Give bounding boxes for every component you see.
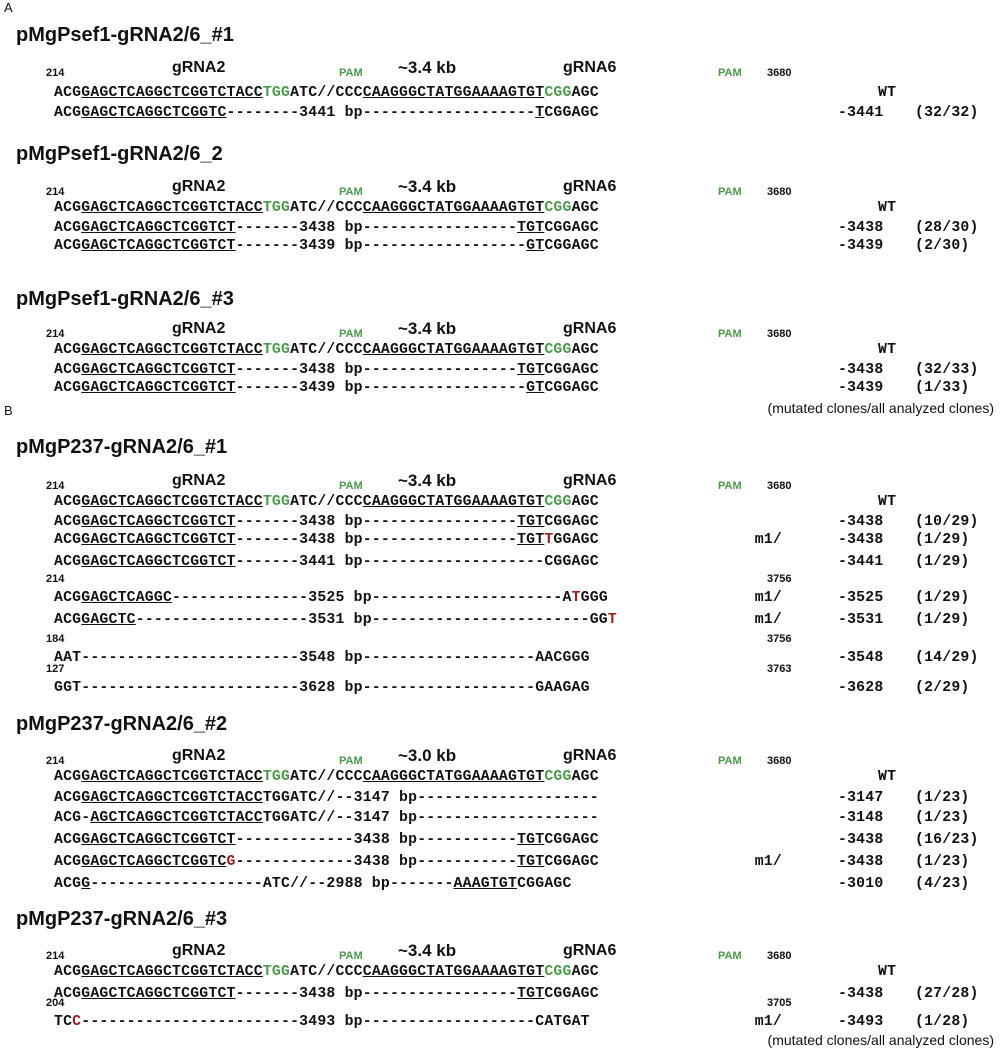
sequence-segment: CGGAGC <box>544 220 599 236</box>
clone-ratio: (1/23) <box>915 854 970 870</box>
sequence-segment: ACG <box>54 554 82 570</box>
coord-right: 3756 <box>767 633 792 645</box>
mutated-base: T <box>544 532 554 548</box>
block-title: pMgPsef1-gRNA2/6_#3 <box>16 288 234 310</box>
mutated-base: T <box>607 612 617 628</box>
clone-ratio: (1/23) <box>915 810 970 826</box>
sequence-segment: AAT------------------------3548 bp-------------------AACGGG <box>54 650 590 666</box>
target-sequence: GAGCTCAGGCTCGGTCT <box>81 380 236 396</box>
coord-left: 214 <box>46 186 65 198</box>
sequence-segment: ATC//CCC <box>290 964 363 980</box>
pam-label: PAM <box>339 755 363 767</box>
pam-sequence: TGG <box>262 964 291 980</box>
wt-sequence <box>54 963 599 981</box>
deletion-size: WT <box>878 342 897 358</box>
coord-left: 214 <box>46 328 65 340</box>
mutant-sequence <box>54 875 572 893</box>
pam-label: PAM <box>339 186 363 198</box>
target-sequence: GAGCTC <box>81 612 136 628</box>
coord-left: 127 <box>46 663 65 675</box>
target-sequence: G <box>81 876 91 892</box>
coord-left: 214 <box>46 480 65 492</box>
sequence-segment: CGGAGC <box>544 514 599 530</box>
clone-ratio: (1/29) <box>915 532 970 548</box>
deletion-size: -3438 <box>838 362 884 378</box>
pam-label: PAM <box>339 67 363 79</box>
block-title: pMgPsef1-gRNA2/6_#1 <box>16 24 234 46</box>
pam-label: PAM <box>718 186 742 198</box>
target-sequence: GAGCTCAGGCTCGGTCTACC <box>81 790 263 806</box>
target-sequence: GAGCTCAGGCTCGGTC <box>81 854 227 870</box>
target-sequence: GAGCTCAGGCTCGGTCTACC <box>81 85 263 101</box>
sequence-segment: -------3438 bp----------------- <box>235 986 518 1002</box>
sequence-segment: CGGAGC <box>544 105 599 121</box>
deletion-size: -3439 <box>838 238 884 254</box>
mutant-sequence <box>54 361 599 379</box>
sequence-segment: AGC <box>571 494 599 510</box>
wt-sequence <box>54 84 599 102</box>
deletion-size: -3438 <box>838 854 884 870</box>
sequence-segment: -------3441 bp--------------------CGGAGC <box>235 554 599 570</box>
target-sequence: GAGCTCAGGCTCGGTCTACC <box>81 200 263 216</box>
sequence-segment: -------3438 bp----------------- <box>235 532 518 548</box>
clone-ratio: (1/23) <box>915 790 970 806</box>
sequence-segment: ACG- <box>54 810 91 826</box>
sequence-segment: AGC <box>571 200 599 216</box>
mutant-sequence <box>54 831 599 849</box>
grna2-label: gRNA2 <box>172 320 226 337</box>
target-sequence: CAAGGGCTATGGAAAAGTGT <box>362 200 545 216</box>
sequence-segment: ACG <box>54 854 82 870</box>
mutant-sequence <box>54 985 599 1003</box>
pam-sequence: TGG <box>262 494 291 510</box>
mutation-tag: m1/ <box>754 1014 782 1030</box>
mutated-base: C <box>72 1014 82 1030</box>
pam-sequence: CGG <box>544 769 572 785</box>
deletion-size: -3148 <box>838 810 884 826</box>
clone-ratio: (32/32) <box>915 105 979 121</box>
deletion-size-label: ~3.0 kb <box>398 746 457 765</box>
sequence-segment: ------------------------3493 bp-------------------CATGAT <box>81 1014 590 1030</box>
panel-label-a: A <box>4 0 13 15</box>
pam-sequence: TGG <box>262 85 291 101</box>
coord-left: 214 <box>46 950 65 962</box>
mutant-sequence <box>54 589 608 607</box>
target-sequence: GAGCTCAGGCTCGGTCT <box>81 554 236 570</box>
sequence-segment: ACG <box>54 514 82 530</box>
sequence-segment: ACG <box>54 200 82 216</box>
deletion-size: -3441 <box>838 554 884 570</box>
clone-ratio: (28/30) <box>915 220 979 236</box>
grna6-label: gRNA6 <box>563 472 617 489</box>
mutant-sequence <box>54 809 599 827</box>
grna6-label: gRNA6 <box>563 178 617 195</box>
pam-sequence: TGG <box>262 769 291 785</box>
sequence-segment: TGGATC//--3147 bp-------------------- <box>262 810 599 826</box>
deletion-size: WT <box>878 200 897 216</box>
sequence-segment: CGGAGC <box>544 854 599 870</box>
coord-left: 184 <box>46 633 65 645</box>
coord-right: 3705 <box>767 997 792 1009</box>
sequence-segment: GGT------------------------3628 bp-------------------GAAGAG <box>54 680 590 696</box>
sequence-segment: ACG <box>54 832 82 848</box>
deletion-size: WT <box>878 85 897 101</box>
pam-sequence: CGG <box>544 200 572 216</box>
mutant-sequence <box>54 611 617 629</box>
sequence-segment: ACG <box>54 532 82 548</box>
sequence-segment: ATC//CCC <box>290 769 363 785</box>
mutant-sequence <box>54 853 599 871</box>
deletion-size: -3438 <box>838 532 884 548</box>
coord-right: 3680 <box>767 186 792 198</box>
pam-sequence: CGG <box>544 494 572 510</box>
coord-right: 3763 <box>767 663 792 675</box>
sequence-segment: ACG <box>54 238 82 254</box>
target-sequence: GAGCTCAGGCTCGGTCTACC <box>81 769 263 785</box>
target-sequence: TGT <box>517 986 545 1002</box>
coord-right: 3680 <box>767 480 792 492</box>
wt-sequence <box>54 199 599 217</box>
sequence-segment: GGAGC <box>553 532 599 548</box>
sequence-segment: ACG <box>54 362 82 378</box>
sequence-segment: ACG <box>54 494 82 510</box>
deletion-size-label: ~3.4 kb <box>398 319 457 338</box>
sequence-segment: ACG <box>54 105 82 121</box>
clone-ratio: (1/29) <box>915 612 970 628</box>
clone-ratio: (1/33) <box>915 380 970 396</box>
coord-right: 3680 <box>767 755 792 767</box>
sequence-segment: AGC <box>571 85 599 101</box>
mutant-sequence <box>54 679 590 697</box>
sequence-segment: ---------------3525 bp---------------------A <box>172 590 572 606</box>
sequence-segment: -------3438 bp----------------- <box>235 220 518 236</box>
mutated-base: G <box>226 854 236 870</box>
deletion-size: -3628 <box>838 680 884 696</box>
sequence-segment: ATC//CCC <box>290 342 363 358</box>
sequence-segment: -------------------3531 bp------------------------GG <box>135 612 608 628</box>
deletion-size: -3438 <box>838 514 884 530</box>
pam-label: PAM <box>339 480 363 492</box>
target-sequence: TGT <box>517 832 545 848</box>
sequence-segment: CGGAGC <box>544 986 599 1002</box>
mutation-tag: m1/ <box>754 612 782 628</box>
target-sequence: GAGCTCAGGCTCGGTCTACC <box>81 342 263 358</box>
wt-sequence <box>54 768 599 786</box>
deletion-size-label: ~3.4 kb <box>398 941 457 960</box>
target-sequence: CAAGGGCTATGGAAAAGTGT <box>362 494 545 510</box>
mutation-tag: m1/ <box>754 532 782 548</box>
target-sequence: CAAGGGCTATGGAAAAGTGT <box>362 342 545 358</box>
clone-ratio: (27/28) <box>915 986 979 1002</box>
target-sequence: GAGCTCAGGCTCGGTCTACC <box>81 494 263 510</box>
pam-sequence: TGG <box>262 342 291 358</box>
deletion-size: -3438 <box>838 220 884 236</box>
sequence-segment: ACG <box>54 964 82 980</box>
sequence-segment: ACG <box>54 220 82 236</box>
sequence-segment: ATC//CCC <box>290 494 363 510</box>
target-sequence: TGT <box>517 220 545 236</box>
deletion-size: WT <box>878 964 897 980</box>
sequence-segment: CGGAGC <box>544 832 599 848</box>
target-sequence: GAGCTCAGGC <box>81 590 173 606</box>
sequence-segment: ACG <box>54 986 82 1002</box>
target-sequence: GT <box>526 380 545 396</box>
pam-sequence: CGG <box>544 964 572 980</box>
footnote: (mutated clones/all analyzed clones) <box>767 400 994 416</box>
sequence-segment: ACG <box>54 85 82 101</box>
grna2-label: gRNA2 <box>172 178 226 195</box>
clone-ratio: (10/29) <box>915 514 979 530</box>
clone-ratio: (4/23) <box>915 876 970 892</box>
block-title: pMgPsef1-gRNA2/6_2 <box>16 143 223 165</box>
sequence-segment: ACG <box>54 612 82 628</box>
target-sequence: CAAGGGCTATGGAAAAGTGT <box>362 964 545 980</box>
wt-sequence <box>54 493 599 511</box>
mutated-base: T <box>571 590 581 606</box>
deletion-size: -3525 <box>838 590 884 606</box>
grna2-label: gRNA2 <box>172 59 226 76</box>
mutant-sequence <box>54 789 599 807</box>
coord-right: 3680 <box>767 67 792 79</box>
pam-label: PAM <box>718 328 742 340</box>
sequence-segment: --------3441 bp------------------- <box>226 105 536 121</box>
sequence-segment: GGG <box>580 590 608 606</box>
sequence-segment: AGC <box>571 964 599 980</box>
grna2-label: gRNA2 <box>172 747 226 764</box>
sequence-segment: ACG <box>54 380 82 396</box>
deletion-size-label: ~3.4 kb <box>398 471 457 490</box>
clone-ratio: (14/29) <box>915 650 979 666</box>
sequence-segment: -------3439 bp------------------ <box>235 238 527 254</box>
target-sequence: GAGCTCAGGCTCGGTC <box>81 105 227 121</box>
grna2-label: gRNA2 <box>172 942 226 959</box>
block-title: pMgP237-gRNA2/6_#3 <box>16 908 228 930</box>
sequence-segment: ACG <box>54 876 82 892</box>
sequence-segment: -------------3438 bp----------- <box>235 854 518 870</box>
mutant-sequence <box>54 513 599 531</box>
pam-sequence: CGG <box>544 85 572 101</box>
clone-ratio: (32/33) <box>915 362 979 378</box>
target-sequence: AGCTCAGGCTCGGTCTACC <box>90 810 263 826</box>
deletion-size: -3438 <box>838 986 884 1002</box>
grna6-label: gRNA6 <box>563 59 617 76</box>
deletion-size-label: ~3.4 kb <box>398 177 457 196</box>
target-sequence: T <box>535 105 545 121</box>
clone-ratio: (1/28) <box>915 1014 970 1030</box>
clone-ratio: (1/29) <box>915 590 970 606</box>
target-sequence: GAGCTCAGGCTCGGTCT <box>81 532 236 548</box>
target-sequence: GT <box>526 238 545 254</box>
sequence-segment: TGGATC//--3147 bp-------------------- <box>262 790 599 806</box>
footnote: (mutated clones/all analyzed clones) <box>767 1032 994 1048</box>
target-sequence: GAGCTCAGGCTCGGTCTACC <box>81 964 263 980</box>
coord-right: 3680 <box>767 328 792 340</box>
deletion-size: -3438 <box>838 832 884 848</box>
target-sequence: GAGCTCAGGCTCGGTCT <box>81 514 236 530</box>
pam-label: PAM <box>339 950 363 962</box>
clone-ratio: (16/23) <box>915 832 979 848</box>
clone-ratio: (1/29) <box>915 554 970 570</box>
deletion-size: -3010 <box>838 876 884 892</box>
grna6-label: gRNA6 <box>563 747 617 764</box>
block-title: pMgP237-gRNA2/6_#2 <box>16 713 228 735</box>
deletion-size: -3548 <box>838 650 884 666</box>
sequence-segment: ACG <box>54 769 82 785</box>
grna6-label: gRNA6 <box>563 942 617 959</box>
pam-label: PAM <box>339 328 363 340</box>
target-sequence: GAGCTCAGGCTCGGTCT <box>81 832 236 848</box>
coord-left: 214 <box>46 755 65 767</box>
mutant-sequence <box>54 649 590 667</box>
pam-sequence: TGG <box>262 200 291 216</box>
coord-right: 3680 <box>767 950 792 962</box>
sequence-segment: -------------------ATC//--2988 bp------- <box>90 876 454 892</box>
pam-label: PAM <box>718 480 742 492</box>
target-sequence: CAAGGGCTATGGAAAAGTGT <box>362 85 545 101</box>
target-sequence: TGT <box>517 514 545 530</box>
coord-left: 214 <box>46 67 65 79</box>
coord-left: 214 <box>46 573 65 585</box>
deletion-size: -3441 <box>838 105 884 121</box>
mutant-sequence <box>54 1013 590 1031</box>
target-sequence: GAGCTCAGGCTCGGTCT <box>81 220 236 236</box>
clone-ratio: (2/29) <box>915 680 970 696</box>
sequence-segment: ATC//CCC <box>290 200 363 216</box>
sequence-segment: -------3438 bp----------------- <box>235 514 518 530</box>
clone-ratio: (2/30) <box>915 238 970 254</box>
target-sequence: TGT <box>517 532 545 548</box>
target-sequence: AAAGTGT <box>453 876 518 892</box>
sequence-segment: TC <box>54 1014 73 1030</box>
pam-label: PAM <box>718 755 742 767</box>
sequence-segment: AGC <box>571 342 599 358</box>
mutant-sequence <box>54 553 599 571</box>
sequence-segment: CGGAGC <box>544 238 599 254</box>
grna6-label: gRNA6 <box>563 320 617 337</box>
deletion-size: -3531 <box>838 612 884 628</box>
sequence-segment: AGC <box>571 769 599 785</box>
wt-sequence <box>54 341 599 359</box>
sequence-segment: CGGAGC <box>544 362 599 378</box>
mutation-tag: m1/ <box>754 854 782 870</box>
mutant-sequence <box>54 531 599 549</box>
sequence-segment: ATC//CCC <box>290 85 363 101</box>
sequence-segment: -------3438 bp----------------- <box>235 362 518 378</box>
deletion-size: -3147 <box>838 790 884 806</box>
target-sequence: CAAGGGCTATGGAAAAGTGT <box>362 769 545 785</box>
grna2-label: gRNA2 <box>172 472 226 489</box>
panel-label-b: B <box>4 403 13 418</box>
deletion-size: -3439 <box>838 380 884 396</box>
target-sequence: TGT <box>517 854 545 870</box>
target-sequence: GAGCTCAGGCTCGGTCT <box>81 986 236 1002</box>
pam-label: PAM <box>718 67 742 79</box>
target-sequence: TGT <box>517 362 545 378</box>
mutant-sequence <box>54 104 599 122</box>
mutant-sequence <box>54 237 599 255</box>
sequence-segment: CGGAGC <box>517 876 572 892</box>
pam-label: PAM <box>718 950 742 962</box>
pam-sequence: CGG <box>544 342 572 358</box>
block-title: pMgP237-gRNA2/6_#1 <box>16 436 228 458</box>
coord-left: 204 <box>46 997 65 1009</box>
sequence-segment: ACG <box>54 342 82 358</box>
coord-right: 3756 <box>767 573 792 585</box>
deletion-size: -3493 <box>838 1014 884 1030</box>
mutant-sequence <box>54 379 599 397</box>
sequence-segment: ACG <box>54 790 82 806</box>
mutation-tag: m1/ <box>754 590 782 606</box>
sequence-segment: -------3439 bp------------------ <box>235 380 527 396</box>
target-sequence: GAGCTCAGGCTCGGTCT <box>81 238 236 254</box>
sequence-segment: ACG <box>54 590 82 606</box>
target-sequence: GAGCTCAGGCTCGGTCT <box>81 362 236 378</box>
deletion-size-label: ~3.4 kb <box>398 58 457 77</box>
mutant-sequence <box>54 219 599 237</box>
deletion-size: WT <box>878 494 897 510</box>
sequence-segment: -------------3438 bp----------- <box>235 832 518 848</box>
sequence-segment: CGGAGC <box>544 380 599 396</box>
deletion-size: WT <box>878 769 897 785</box>
